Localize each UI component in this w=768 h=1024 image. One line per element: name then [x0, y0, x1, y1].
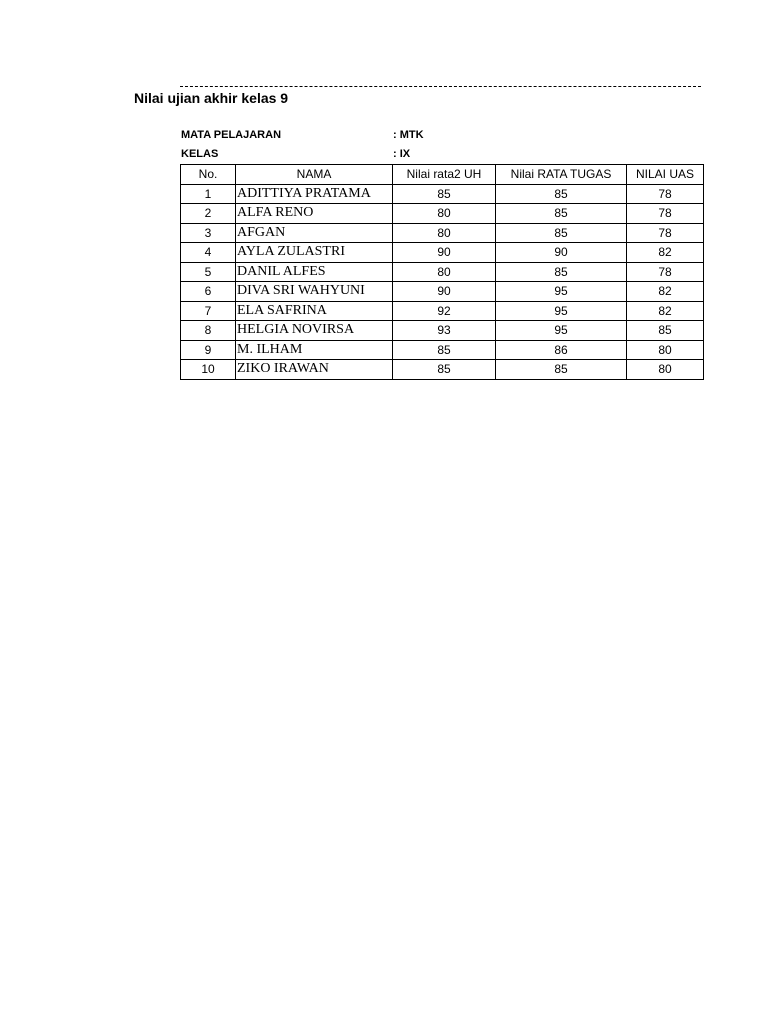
cell-nilai-uh: 93	[393, 321, 496, 341]
header-nilai-tugas: Nilai RATA TUGAS	[496, 165, 627, 185]
table-row	[181, 262, 704, 282]
cell-nama: AYLA ZULASTRI	[236, 243, 393, 263]
table-row	[181, 204, 704, 224]
meta-value-class: : IX	[393, 148, 411, 160]
page-title: Nilai ujian akhir kelas 9	[134, 90, 289, 106]
cell-no: 3	[181, 223, 236, 243]
cell-nilai-uas: 78	[627, 204, 704, 224]
cell-nilai-uas: 78	[627, 223, 704, 243]
cell-nilai-uas: 85	[627, 321, 704, 341]
header-no: No.	[181, 165, 236, 185]
cell-nama: DIVA SRI WAHYUNI	[236, 282, 393, 302]
cell-nilai-uh: 90	[393, 243, 496, 263]
cell-nilai-tugas: 95	[496, 321, 627, 341]
header-nilai-uas: NILAI UAS	[627, 165, 704, 185]
cell-nilai-uh: 80	[393, 223, 496, 243]
table-row	[181, 282, 704, 302]
cell-nama: AFGAN	[236, 223, 393, 243]
cell-nama: M. ILHAM	[236, 340, 393, 360]
table-row	[181, 340, 704, 360]
cell-nilai-tugas: 85	[496, 223, 627, 243]
cell-nilai-tugas: 95	[496, 301, 627, 321]
cell-nilai-uas: 78	[627, 184, 704, 204]
meta-label-class: KELAS	[181, 148, 219, 160]
cell-nilai-uas: 82	[627, 282, 704, 302]
header-nilai-uh: Nilai rata2 UH	[393, 165, 496, 185]
cell-no: 5	[181, 262, 236, 282]
cell-nilai-uh: 80	[393, 262, 496, 282]
cell-nilai-uas: 80	[627, 340, 704, 360]
header-nama: NAMA	[236, 165, 393, 185]
cell-nama: HELGIA NOVIRSA	[236, 321, 393, 341]
cell-nilai-tugas: 85	[496, 360, 627, 380]
table-row	[181, 301, 704, 321]
cell-nama: ELA SAFRINA	[236, 301, 393, 321]
table-header-row	[181, 165, 704, 185]
table-row	[181, 223, 704, 243]
cell-nilai-tugas: 85	[496, 204, 627, 224]
meta-label-subject: MATA PELAJARAN	[181, 129, 282, 141]
cell-nilai-uh: 85	[393, 340, 496, 360]
cell-no: 7	[181, 301, 236, 321]
cell-no: 10	[181, 360, 236, 380]
cell-nilai-uas: 80	[627, 360, 704, 380]
cell-nilai-uh: 80	[393, 204, 496, 224]
cell-nilai-uas: 82	[627, 301, 704, 321]
cell-no: 9	[181, 340, 236, 360]
table-row	[181, 360, 704, 380]
cell-nilai-tugas: 90	[496, 243, 627, 263]
meta-value-subject: : MTK	[393, 129, 424, 141]
cell-no: 6	[181, 282, 236, 302]
cell-nilai-tugas: 85	[496, 262, 627, 282]
cell-nama: DANIL ALFES	[236, 262, 393, 282]
cell-no: 1	[181, 184, 236, 204]
cell-nilai-tugas: 85	[496, 184, 627, 204]
cell-nama: ADITTIYA PRATAMA	[236, 184, 393, 204]
table-row	[181, 321, 704, 341]
header-divider	[180, 86, 701, 87]
cell-nilai-uh: 90	[393, 282, 496, 302]
cell-nilai-uh: 92	[393, 301, 496, 321]
cell-no: 8	[181, 321, 236, 341]
cell-nilai-uh: 85	[393, 184, 496, 204]
cell-nilai-tugas: 86	[496, 340, 627, 360]
cell-nilai-tugas: 95	[496, 282, 627, 302]
grades-table	[180, 164, 704, 380]
cell-nilai-uas: 82	[627, 243, 704, 263]
table-row	[181, 184, 704, 204]
table-row	[181, 243, 704, 263]
cell-no: 4	[181, 243, 236, 263]
cell-nilai-uas: 78	[627, 262, 704, 282]
cell-no: 2	[181, 204, 236, 224]
cell-nilai-uh: 85	[393, 360, 496, 380]
cell-nama: ALFA RENO	[236, 204, 393, 224]
cell-nama: ZIKO IRAWAN	[236, 360, 393, 380]
